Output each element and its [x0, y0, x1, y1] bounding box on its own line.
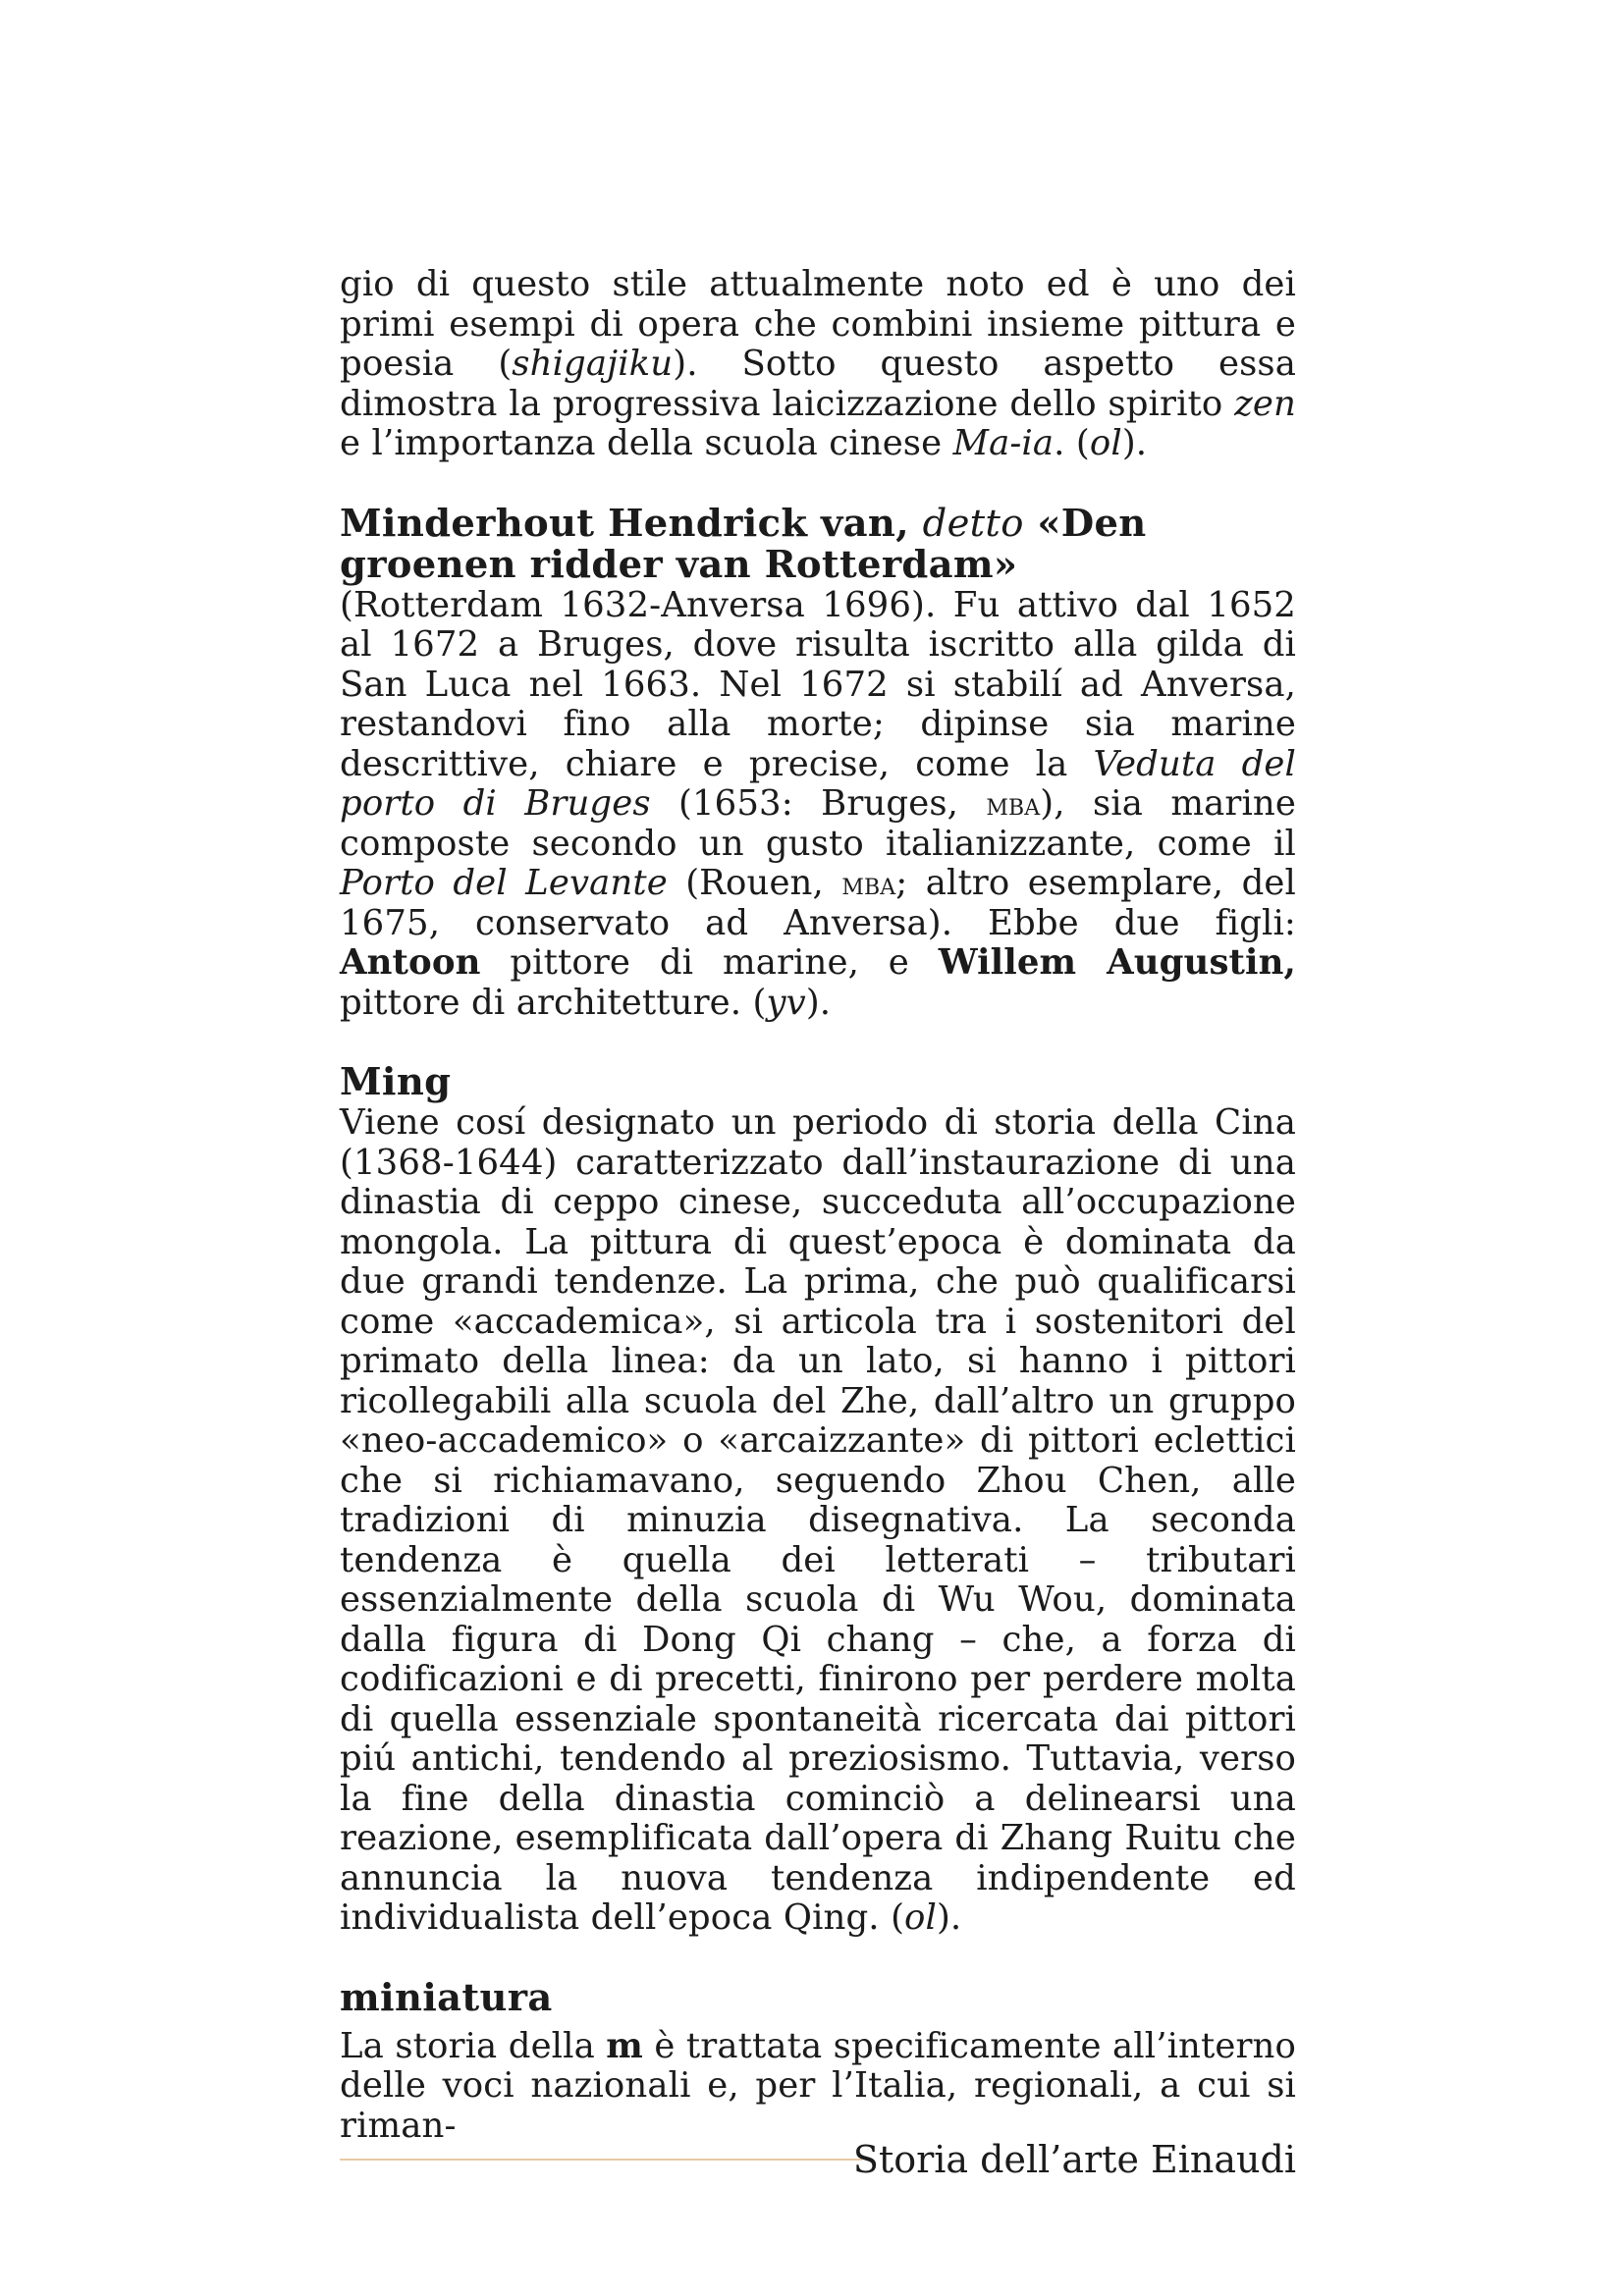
minderhout-son-willem: Willem Augustin,	[938, 942, 1296, 983]
minderhout-work-porto: Porto del Levante	[340, 863, 668, 903]
title-minderhout-detto: detto	[922, 501, 1024, 546]
entry-title-minderhout	[340, 501, 1296, 587]
ming-text-2: ).	[936, 1897, 962, 1938]
minderhout-text-2: (1653: Bruges,	[650, 783, 987, 824]
spacer	[340, 1023, 1296, 1062]
entry-body-miniatura	[340, 2027, 1296, 2147]
minderhout-work-veduta: Veduta del porto di Bruges	[340, 743, 1296, 824]
minderhout-mba-1: mba	[986, 785, 1041, 823]
ming-text-1: Viene cosí designato un periodo di storia della Cina (1368-1644) caratterizzato dall’instaurazione di una dinastia di ceppo cinese, succeduta all’occupazione mongola. La pittura di quest’epoca è dominata da due grandi tendenze. La prima, che può qualificarsi come «accademica», si articola tra i sostenitori del primato della linea: da un lato, si hanno i pittori ricollegabili alla scuola del Zhe, dall’altro un gruppo «neo-accademico» o «arcaizzante» di pittori eclettici che si richiamavano, seguendo Zhou Chen, alle tradizioni di minuzia disegnativa. La seconda tendenza è quella dei letterati – tributari essenzialmente della scuola di Wu Wou, dominata dalla figura di Dong Qi chang – che, a forza di codificazioni e di precetti, finirono per perdere molta di quella essenziale spontaneità ricercata dai pittori piú antichi, tendendo al preziosismo. Tuttavia, verso la fine della dinastia cominciò a delinearsi una reazione, esemplificata dall’opera di Zhang Ruitu che annuncia la nuova tendenza indipendente ed individualista dell’epoca Qing. (	[340, 1102, 1296, 1938]
footer-rule	[340, 2159, 862, 2161]
intro-text-3: e l’importanza della scuola cinese	[340, 423, 953, 463]
miniatura-text-1: La storia della	[340, 2025, 607, 2066]
title-minderhout-name: Minderhout Hendrick van,	[340, 501, 923, 546]
page-body	[340, 265, 1296, 2146]
minderhout-mba-2: mba	[841, 865, 896, 902]
intro-text-1: gio di questo stile attualmente noto ed è uno dei primi esempi di opera che combini insieme pittura e poesia (	[340, 264, 1296, 384]
title-minderhout-nickname: «Den groenen ridder van Rotterdam»	[340, 501, 1147, 587]
entry-title-ming: Ming	[340, 1060, 452, 1104]
intro-text-4: . (	[1054, 423, 1090, 463]
intro-italic-shigajiku: shigajiku	[512, 344, 674, 384]
minderhout-text-4: (Rouen,	[667, 863, 842, 903]
ming-author-initials: ol	[904, 1897, 937, 1938]
minderhout-text-3: ), sia marine composte secondo un gusto italianizzante, come il	[340, 783, 1296, 864]
intro-italic-ma-ia: Ma-ia	[952, 423, 1055, 463]
minderhout-text-8: ).	[805, 982, 832, 1023]
intro-author-initials: ol	[1089, 423, 1122, 463]
minderhout-text-7: pittore di architetture. (	[340, 982, 767, 1023]
spacer	[340, 464, 1296, 504]
intro-paragraph	[340, 265, 1296, 464]
page-footer	[340, 2138, 1296, 2181]
miniatura-bold-m: m	[606, 2025, 643, 2066]
entry-body-ming	[340, 1103, 1296, 1939]
minderhout-text-5: ; altro esemplare, del 1675, conservato ad Anversa). Ebbe due figli:	[340, 863, 1296, 943]
intro-text-2: ). Sotto questo aspetto essa dimostra la progressiva laicizzazione dello spirito	[340, 344, 1296, 424]
intro-text-5: ).	[1121, 423, 1148, 463]
minderhout-text-6: pittore di marine, e	[480, 942, 939, 983]
entry-title-miniatura: miniatura	[340, 1975, 553, 2020]
entry-body-minderhout	[340, 586, 1296, 1024]
intro-italic-zen: zen	[1234, 383, 1296, 424]
spacer	[340, 1939, 1296, 1978]
minderhout-text-1: (Rotterdam 1632-Anversa 1696). Fu attivo dal 1652 al 1672 a Bruges, dove risulta iscritto alla gilda di San Luca nel 1663. Nel 1672 si stabilí ad Anversa, restandovi fino alla morte; dipinse sia marine descrittive, chiare e precise, come la	[340, 584, 1296, 784]
footer-title: Storia dell’arte Einaudi	[852, 2138, 1296, 2181]
minderhout-son-antoon: Antoon	[340, 942, 481, 983]
minderhout-author-initials: yv	[766, 982, 806, 1023]
miniatura-text-2: è trattata specificamente all’interno delle voci nazionali e, per l’Italia, regionali, a cui si riman-	[340, 2025, 1296, 2146]
